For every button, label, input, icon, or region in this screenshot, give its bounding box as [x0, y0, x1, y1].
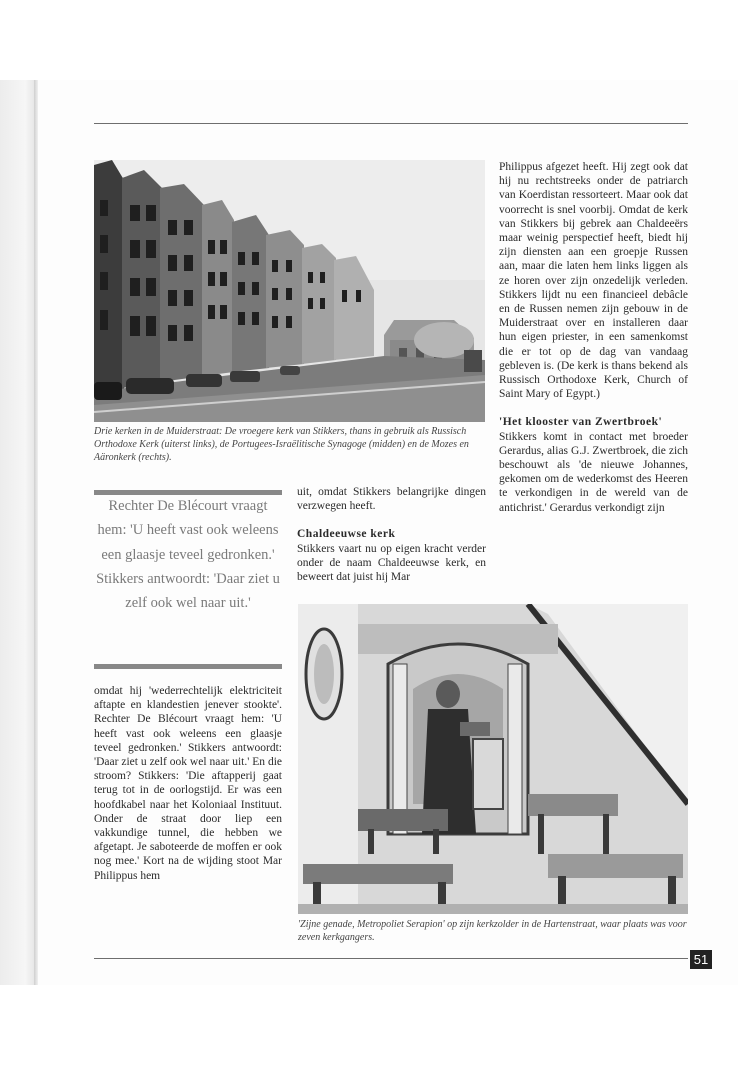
section-heading-chaldeeuwse: Chaldeeuwse kerk — [297, 528, 396, 541]
pull-quote-text: Rechter De Blécourt vraagt hem: 'U heeft vast ook weleens een glaasje teveel gedronken.' Stikkers antwoordt: 'Daar ziet u zelf ook wel naar uit.' — [96, 498, 280, 612]
bottom-rule — [94, 958, 688, 959]
street-photo — [94, 160, 485, 422]
pull-quote-bottom-bar — [94, 664, 282, 669]
left-column-text: omdat hij 'wederrechtelijk elektriciteit aftapte en klandestien jenever stookte'. Rechter De Blécourt vraagt hem: 'U heeft vast ook weleens een glaasje teveel gedronken.' Stikkers antwoordt: 'Daar ziet u zelf ook wel naar uit.' En die stroom? Stikkers: 'Die aftapperij gaat terug tot in de oorlogstijd. Er was een hoofdkabel naar het Koloniaal Instituut. Onder de straat door liep een vakkundige tunnel, die hebben we afgetapt. Je saboteerde de moffen er ook nog mee.' Kort na de wijding stoot Mar Philippus hem — [94, 685, 282, 882]
facing-page-edge — [0, 80, 36, 985]
middle-column-text: Stikkers vaart nu op eigen kracht verder onder de naam Chaldeeuwse kerk, en beweert dat juist hij Mar — [297, 542, 486, 584]
attic-church-photo-caption: 'Zijne genade, Metropoliet Serapion' op zijn kerkzolder in de Hartenstraat, waar plaats was voor zeven kerkgangers. — [298, 919, 687, 943]
middle-column-intro: uit, omdat Stikkers belangrijke dingen verzwegen heeft. — [297, 486, 486, 513]
street-photo-caption: Drie kerken in de Muiderstraat: De vroegere kerk van Stikkers, thans in gebruik als Russisch Orthodoxe Kerk (uiterst links), de Portugees-Israëlitische Synagoge (midden) en de Mozes en Aäronkerk (rechts). — [94, 426, 469, 463]
right-column — [499, 160, 688, 515]
section-heading-klooster: 'Het klooster van Zwertbroek' — [499, 416, 663, 429]
right-column-text-1: Philippus afgezet heeft. Hij zegt ook dat hij nu rechtstreeks onder de patriarch van Koerdistan ressorteert. Maar ook dat voorrecht is snel voorbij. Omdat de kerk van Stikkers bij gebrek aan Chaldeeërs maar weinig perspectief heeft, biedt hij zijn diensten aan een groepje Russen aan, maar die laten hem links liggen als ze horen over zijn onzedelijk verleden. Stikkers lijdt nu een financieel debâcle en de Russen nemen zijn gebouw in de Muiderstraat over en installeren daar hun eigen priester, in een samenkomst die er tot op de dag van vandaag gebleven is. (De kerk is thans bekend als Russisch Orthodoxe Kerk, Church of Saint Mary of Egypt.) — [499, 161, 688, 401]
page-gutter — [34, 80, 38, 985]
page-number: 51 — [690, 950, 712, 969]
top-rule — [94, 123, 688, 124]
pull-quote — [94, 490, 282, 668]
middle-column — [297, 485, 486, 584]
left-column — [94, 684, 282, 883]
attic-church-photo — [298, 604, 688, 914]
right-column-text-2: Stikkers komt in contact met broeder Gerardus, alias G.J. Zwertbroek, die zich beschouwt als 'de nieuwe Johannes, gekomen om de wederkomst des Heeren te verkondigen in de wereld van de antichrist.' Gerardus verkondigt zijn — [499, 430, 688, 514]
